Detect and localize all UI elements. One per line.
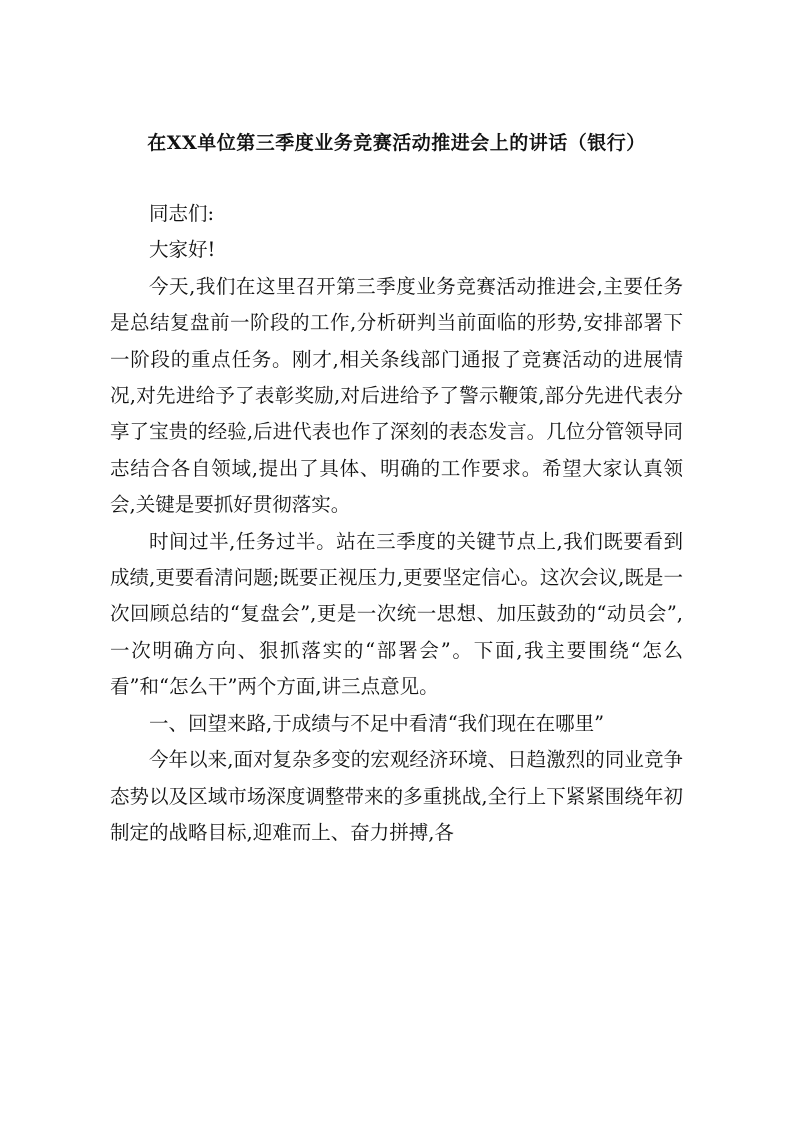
paragraph-section-one: 今年以来,面对复杂多变的宏观经济环境、日趋激烈的同业竞争态势以及区域市场深度调整带来的多重挑战,全行上下紧紧围绕年初制定的战略目标,迎难而上、奋力拼搏,各 <box>110 748 683 844</box>
salutation: 同志们: <box>149 202 215 225</box>
section-heading-one: 一、回望来路,于成绩与不足中看清“我们现在在哪里” <box>149 711 605 735</box>
document-title: 在XX单位第三季度业务竞赛活动推进会上的讲话（银行） <box>147 132 646 154</box>
document-body <box>110 196 683 851</box>
paragraph-meeting-purpose: 时间过半,任务过半。站在三季度的关键节点上,我们既要看到成绩,更要看清问题;既要正视压力,更要坚定信心。这次会议,既是一次回顾总结的“复盘会”,更是一次统一思想、加压鼓劲的“动员会”,一次明确方向、狠抓落实的“部署会”。下面,我主要围绕“怎么看”和“怎么干”两个方面,讲三点意见。 <box>110 529 683 699</box>
greeting: 大家好! <box>149 238 216 262</box>
paragraph-opening: 今天,我们在这里召开第三季度业务竞赛活动推进会,主要任务是总结复盘前一阶段的工作,分析研判当前面临的形势,安排部署下一阶段的重点任务。刚才,相关条线部门通报了竞赛活动的进展情况,对先进给予了表彰奖励,对后进给予了警示鞭策,部分先进代表分享了宝贵的经验,后进代表也作了深刻的表态发言。几位分管领导同志结合各自领域,提出了具体、明确的工作要求。希望大家认真领会,关键是要抓好贯彻落实。 <box>110 274 683 517</box>
